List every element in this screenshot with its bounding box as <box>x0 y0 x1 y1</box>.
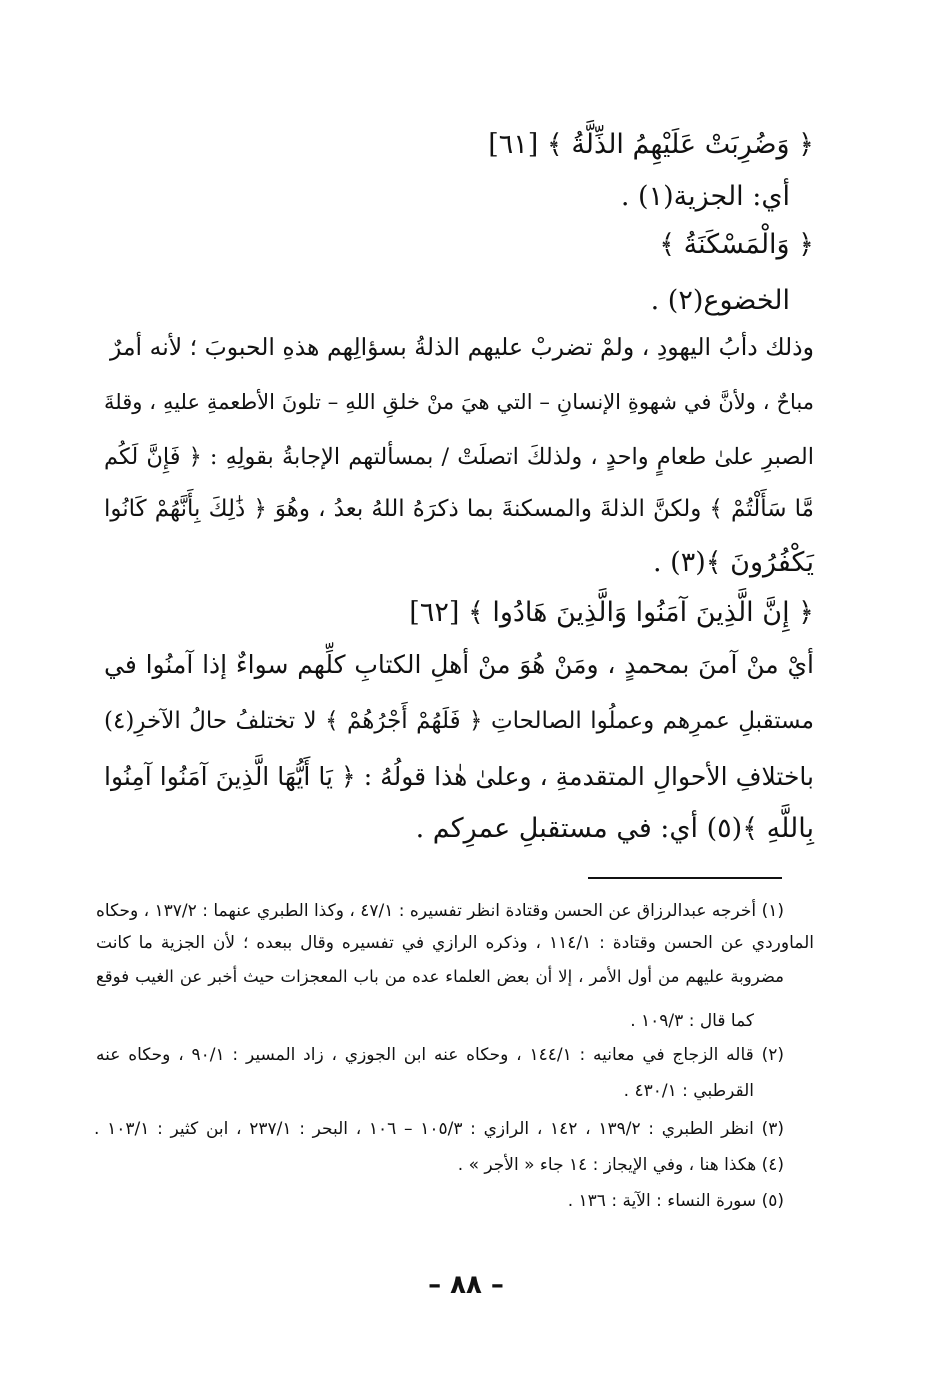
footnote-1-line-1: (١) أخرجه عبدالرزاق عن الحسن وقتادة انظر تفسيره : ٤٧/١ ، وكذا الطبري عنهما : ١٣٧/٢ ، وحكاه <box>96 901 784 921</box>
para2-line-1: أيْ منْ آمنَ بمحمدٍ ، ومَنْ هُوَ منْ أهلِ الكتابِ كلِّهم سواءٌ إذا آمنُوا في <box>104 650 814 679</box>
verse-61: ﴿ وَضُرِبَتْ عَلَيْهِمُ الذِّلَّةُ ﴾ [٦١] <box>488 129 814 160</box>
footnote-2-line-1: (٢) قاله الزجاج في معانيه : ١٤٤/١ ، وحكاه عنه ابن الجوزي ، زاد المسير : ٩٠/١ ، وحكاه عنه <box>96 1045 784 1065</box>
para2-line-3: باختلافِ الأحوالِ المتقدمةِ ، وعلىٰ هٰذا قولُهُ : ﴿ يَا أَيُّهَا الَّذِينَ آمَنُوا آمِنُوا <box>104 762 814 791</box>
para2-line-2: مستقبلِ عمرِهم وعملُوا الصالحاتِ ﴿ فَلَهُمْ أَجْرُهُمْ ﴾ لا تختلفُ حالُ الآخرِ(٤) <box>104 708 814 734</box>
footnote-1-line-4: كما قال : ١٠٩/٣ . <box>630 1011 754 1031</box>
para1-line-4: مَّا سَأَلْتُمْ ﴾ ولكنَّ الذلةَ والمسكنةَ بما ذكرَهُ اللهُ بعدُ ، وهُوَ ﴿ ذَٰلِكَ بِأَنَّهُمْ كَانُوا <box>104 496 814 522</box>
footnote-1-line-3: مضروبة عليهم من أول الأمر ، إلا أن بعض العلماء عده من باب المعجزات حيث أخبر عن الغيب فوقع <box>96 967 784 986</box>
para1-line-1: وذلك دأبُ اليهودِ ، ولمْ تضربْ عليهم الذلةُ بسؤالِهم هذهِ الحبوبَ ؛ لأنه أمرٌ <box>110 333 814 361</box>
footnote-1-line-2: الماوردي عن الحسن وقتادة : ١١٤/١ ، وذكره الرازي في تفسيره وقال ببعده ؛ لأن الجزية ما كانت <box>96 933 814 953</box>
gloss-khudu: الخضوع(٢) . <box>650 285 790 316</box>
footnote-3: (٣) انظر الطبري : ١٣٩/٢ ، ١٤٢ ، الرازي : ١٠٥/٣ – ١٠٦ ، البحر : ٢٣٧/١ ، ابن كثير : ١٠٣/١ . <box>94 1119 784 1139</box>
para2-line-4: بِاللَّهِ ﴾(٥) أي: في مستقبلِ عمرِكم . <box>415 813 814 844</box>
para1-line-2: مباحٌ ، ولأنَّ في شهوةِ الإنسانِ – التي هيَ منْ خلقِ اللهِ – تلونَ الأطعمةِ عليهِ ، وقلةَ <box>104 390 814 414</box>
footnote-5: (٥) سورة النساء : الآية : ١٣٦ . <box>567 1191 784 1211</box>
footnote-4: (٤) هكذا هنا ، وفي الإيجاز : ١٤ جاء « الأجر » . <box>457 1155 784 1175</box>
verse-62: ﴿ إِنَّ الَّذِينَ آمَنُوا وَالَّذِينَ هَادُوا ﴾ [٦٢] <box>409 597 814 628</box>
footnote-2-line-2: القرطبي : ٤٣٠/١ . <box>623 1081 754 1101</box>
footnote-divider <box>588 877 782 879</box>
verse-maskana: ﴿ وَالْمَسْكَنَةُ ﴾ <box>659 229 814 260</box>
page-number: – ٨٨ – <box>428 1270 504 1300</box>
para1-line-5: يَكْفُرُونَ ﴾(٣) . <box>652 547 814 578</box>
para1-line-3: الصبرِ علىٰ طعامٍ واحدٍ ، ولذلكَ اتصلَتْ / بمسألتهم الإجابةُ بقولِهِ : ﴿ فَإِنَّ لَكُم <box>104 444 814 470</box>
gloss-jizya: أي: الجزية(١) . <box>620 181 790 212</box>
